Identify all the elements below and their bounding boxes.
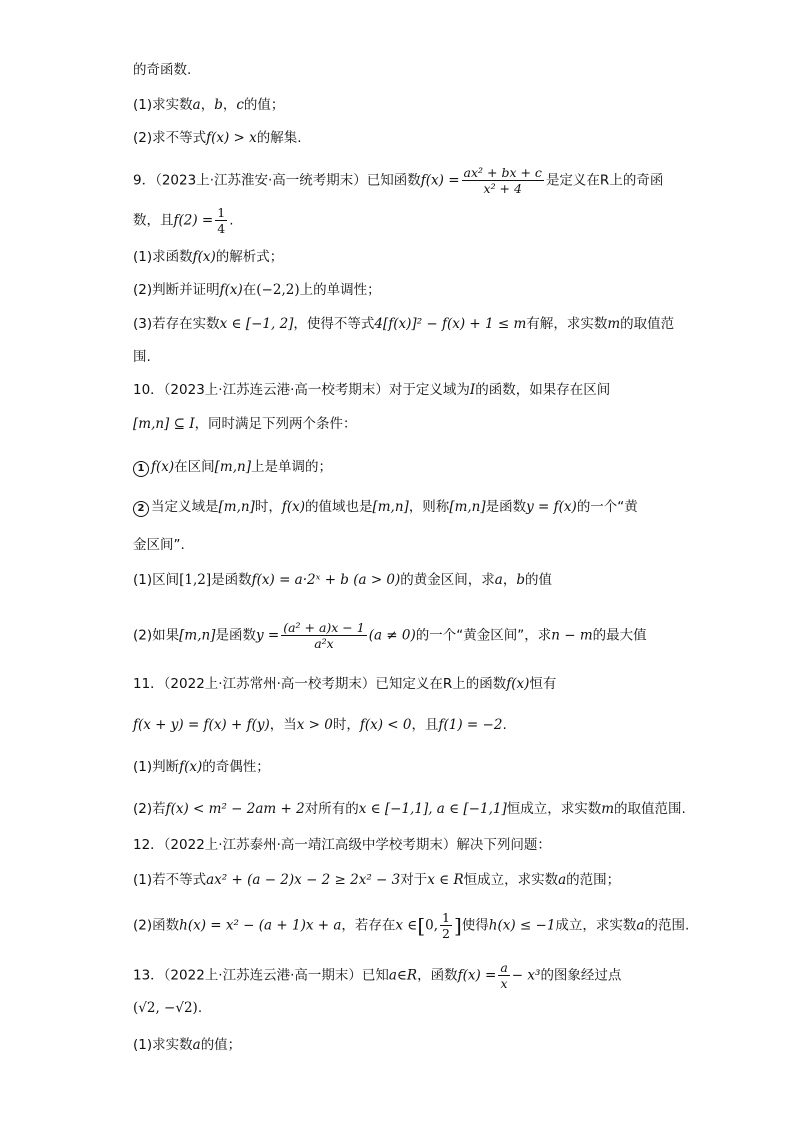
sub-question: (1)求实数a，b，c的值； xyxy=(133,97,285,113)
text-line: f(x + y) = f(x) + f(y)，当x > 0时，f(x) < 0，且f(1) = −2. xyxy=(133,717,507,733)
sub-question: (1)判断f(x)的奇偶性； xyxy=(133,759,270,775)
question-12-header: 12．（2022上·江苏泰州·高一靖江高级中学校考期末）解决下列问题： xyxy=(133,837,551,853)
sub-question: (2)判断并证明f(x)在(−2,2)上的单调性； xyxy=(133,282,381,298)
sub-question: (1)区间[1,2]是函数f(x) = a·2ˣ + b (a > 0)的黄金区间，求a，b的值 xyxy=(133,572,553,588)
text-line: 数，且f(2) = $\frac{1}{4}$ . xyxy=(133,205,234,236)
fraction: $\frac{1}{4}$ xyxy=(217,205,226,236)
fraction: $\frac{1}{2}$ xyxy=(442,910,450,941)
fraction: $\frac{\text{(a² + a)x − 1}}{\text{a²x}}$ xyxy=(283,620,365,651)
sub-question: (1)求实数a的值； xyxy=(133,1037,242,1053)
text-line: 围. xyxy=(133,349,151,365)
fraction: $\frac{a}{x}$ xyxy=(500,960,508,991)
text-line: 金区间”. xyxy=(133,537,185,553)
sub-question: (2)如果[m,n]是函数y = $\frac{\text{(a² + a)x − 1}}{\text{a²x}}$ (a ≠ 0)的一个“黄金区间”，求n − m的最大值 xyxy=(133,620,647,651)
text-line: [m,n] ⊆ I，同时满足下列两个条件： xyxy=(133,416,357,432)
sub-question: (2)求不等式f(x) > x的解集. xyxy=(133,130,302,146)
sub-question: (1)求函数f(x)的解析式； xyxy=(133,249,284,265)
fraction: $\frac{\text{ax² + bx + c}}{\text{x² + 4}}$ xyxy=(463,165,542,196)
question-9-header: 9．（2023上·江苏淮安·高一统考期末）已知函数f(x) = $\frac{\text{ax² + bx + c}}{\text{x² + 4}}$ 是定义在R上的奇函 xyxy=(133,165,664,196)
text-line: 的奇函数. xyxy=(133,62,192,78)
question-10-header: 10．（2023上·江苏连云港·高一校考期末）对于定义域为I的函数，如果存在区间 xyxy=(133,382,611,398)
sub-question: (2)函数h(x) = x² − (a + 1)x + a，若存在x ∈[0, $\frac{1}{2}$ ]使得h(x) ≤ −1成立，求实数a的范围. xyxy=(133,910,690,941)
text-line: (√2, −√2). xyxy=(133,1000,203,1016)
sub-question: (2)若f(x) < m² − 2am + 2对所有的x ∈ [−1,1], a ∈ [−1,1]恒成立，求实数m的取值范围. xyxy=(133,801,686,817)
question-13-header: 13．（2022上·江苏连云港·高一期末）已知a∈R，函数f(x) = $\frac{a}{x}$ − x³的图象经过点 xyxy=(133,960,622,991)
question-11-header: 11．（2022上·江苏常州·高一校考期末）已知定义在R上的函数f(x)恒有 xyxy=(133,676,557,692)
sub-question: (3)若存在实数x ∈ [−1, 2]，使得不等式4[f(x)]² − f(x) + 1 ≤ m有解，求实数m的取值范 xyxy=(133,316,675,332)
sub-question: (1)若不等式ax² + (a − 2)x − 2 ≥ 2x² − 3对于x ∈ R恒成立，求实数a的范围； xyxy=(133,872,621,888)
condition-2: 2 当定义域是[m,n]时，f(x)的值域也是[m,n]，则称[m,n]是函数y = f(x)的一个“黄 xyxy=(133,497,638,517)
condition-1: 1 f(x)在区间[m,n]上是单调的； xyxy=(133,457,332,477)
